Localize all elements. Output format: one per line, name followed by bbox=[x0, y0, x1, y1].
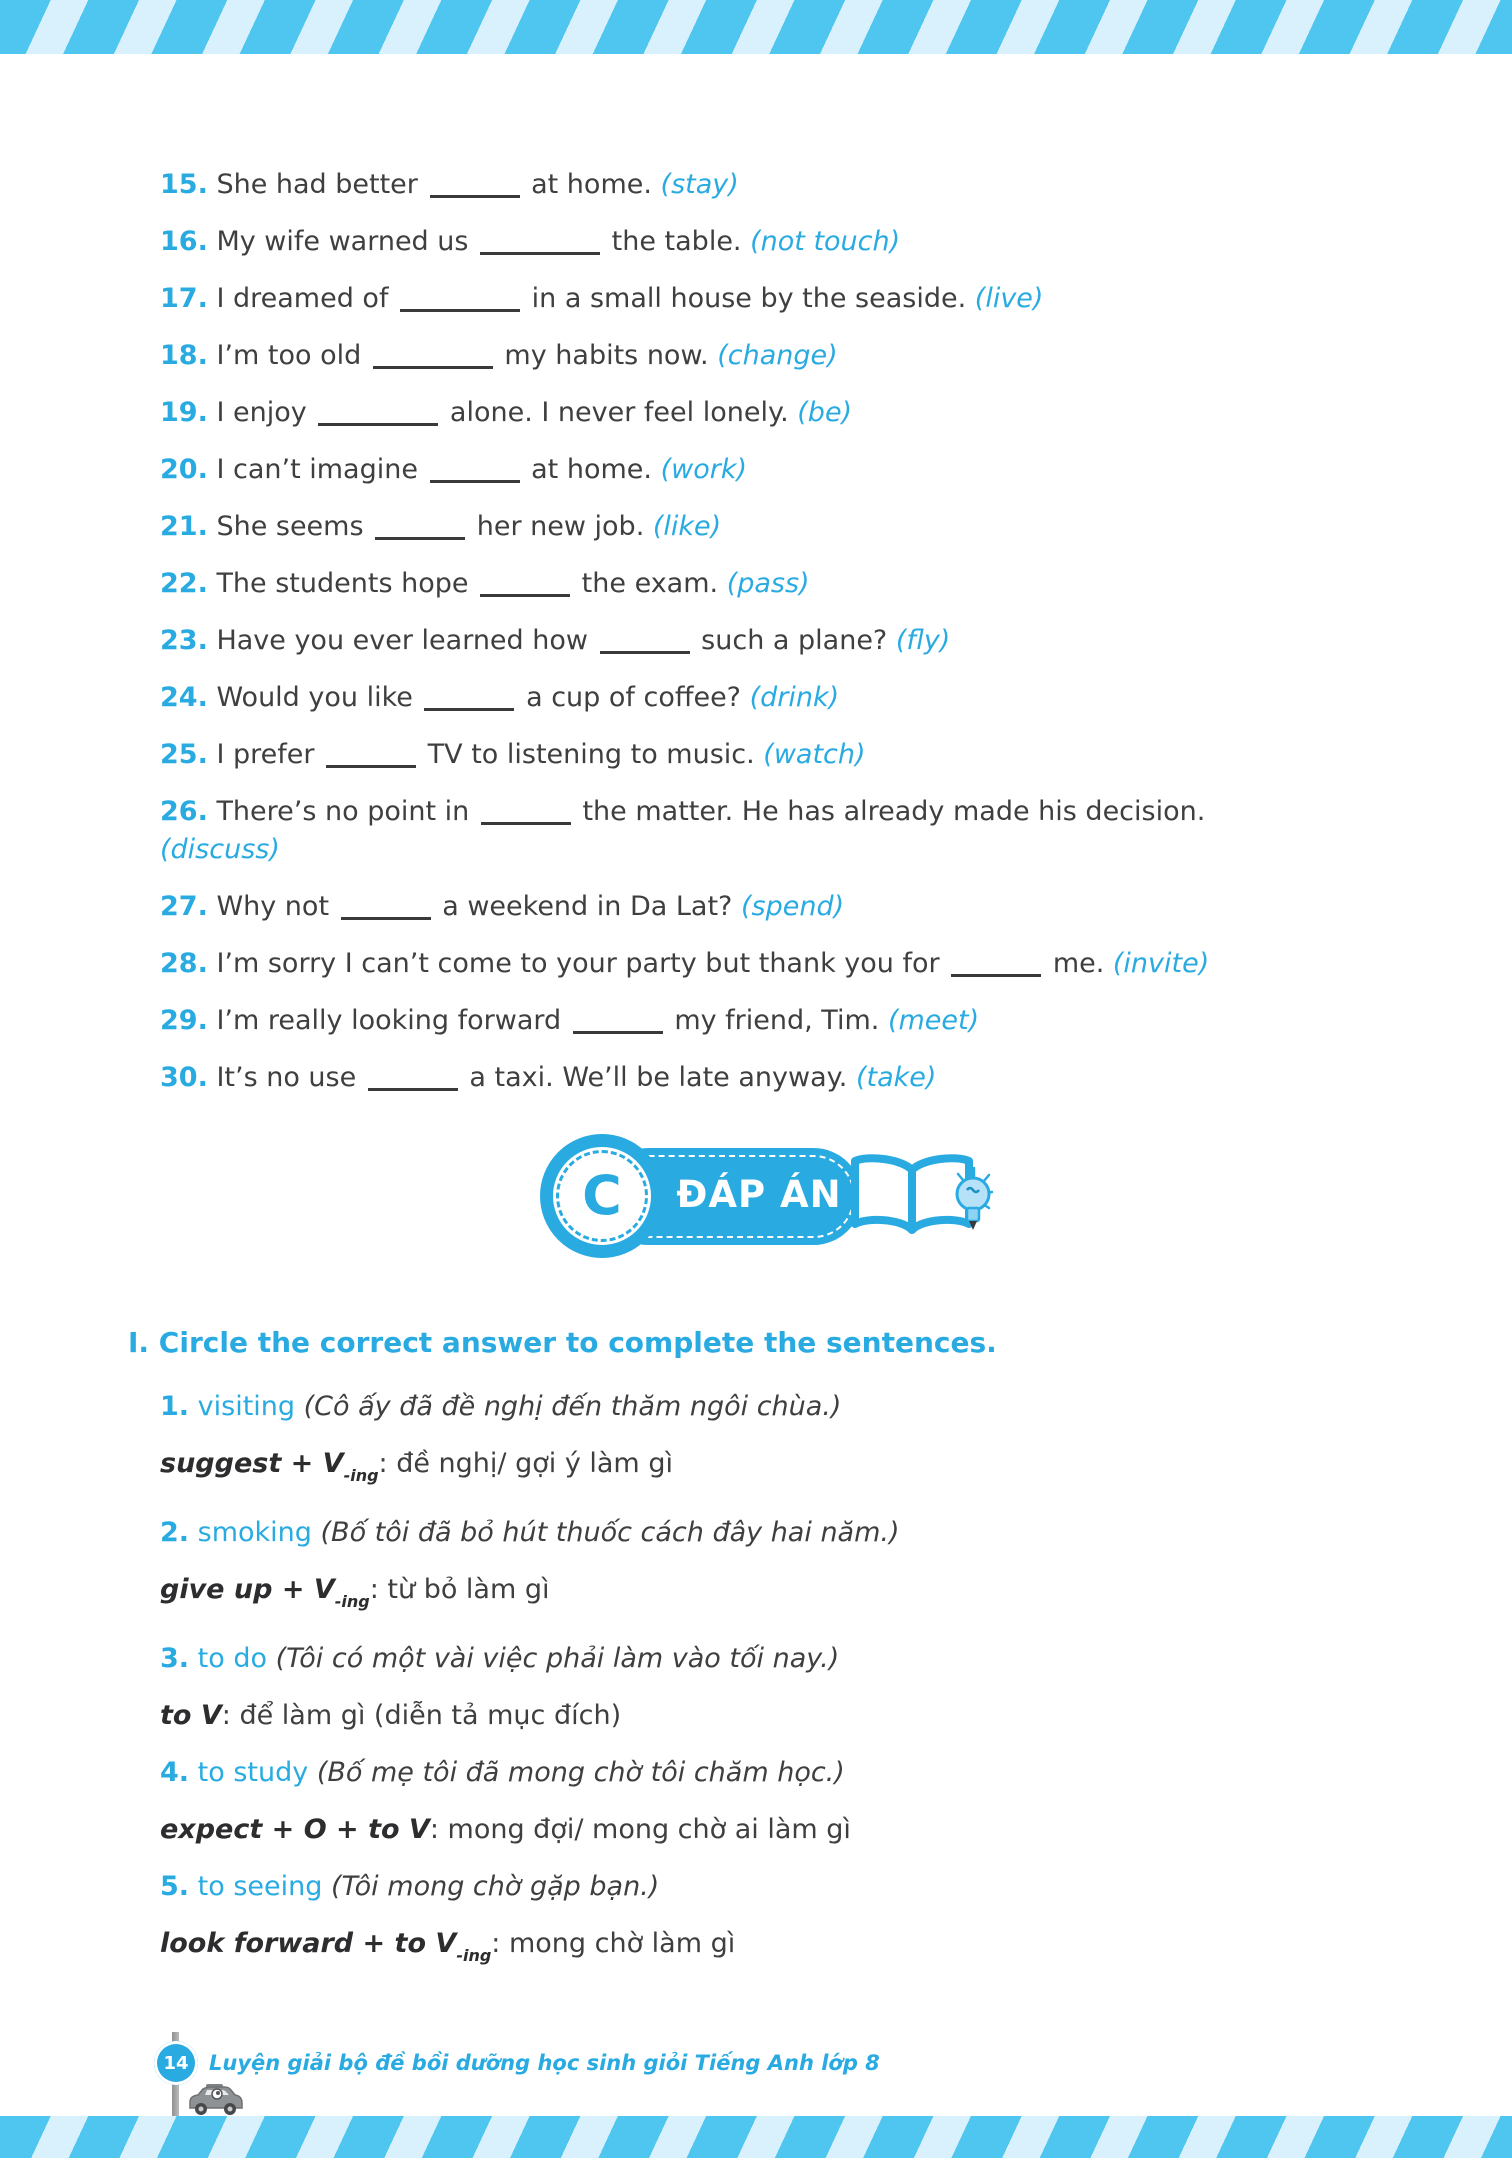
formula-explanation: : mong đợi/ mong chờ ai làm gì bbox=[429, 1814, 851, 1845]
exercise-item bbox=[160, 510, 1406, 544]
item-text: me. bbox=[1052, 948, 1113, 979]
exercise-item bbox=[160, 339, 1406, 373]
answer-blank bbox=[481, 805, 571, 825]
item-text: Have you ever learned how bbox=[216, 625, 588, 656]
exercise-item bbox=[160, 168, 1406, 202]
grammar-formula bbox=[160, 1699, 1398, 1733]
item-text: in a small house by the seaside. bbox=[531, 283, 975, 314]
exercise-item bbox=[160, 453, 1406, 487]
item-text: My wife warned us bbox=[216, 226, 469, 257]
verb-hint: (take) bbox=[855, 1062, 937, 1093]
verb-hint: (be) bbox=[797, 397, 853, 428]
page-number-sign bbox=[154, 2041, 198, 2085]
grammar-formula bbox=[160, 1927, 1398, 1973]
exercise-item bbox=[160, 681, 1406, 715]
item-number: 27. bbox=[160, 891, 208, 922]
item-text: Would you like bbox=[216, 682, 413, 713]
answer-item bbox=[160, 1756, 1398, 1790]
item-text: I prefer bbox=[216, 739, 315, 770]
verb-hint: (discuss) bbox=[160, 834, 280, 865]
exercise-item bbox=[160, 1004, 1406, 1038]
item-text: She seems bbox=[216, 511, 364, 542]
item-text: the table. bbox=[611, 226, 751, 257]
answer-blank bbox=[318, 406, 438, 426]
answer-translation: (Bố mẹ tôi đã mong chờ tôi chăm học.) bbox=[316, 1757, 845, 1788]
exercise-list bbox=[160, 168, 1406, 1118]
verb-hint: (fly) bbox=[895, 625, 951, 656]
answer-translation: (Tôi mong chờ gặp bạn.) bbox=[330, 1871, 660, 1902]
item-text: the exam. bbox=[581, 568, 727, 599]
item-number: 22. bbox=[160, 568, 208, 599]
verb-hint: (spend) bbox=[740, 891, 845, 922]
answers-section-heading: I. Circle the correct answer to complete the sentences. bbox=[128, 1326, 997, 1359]
answer-item bbox=[160, 1870, 1398, 1904]
item-text: such a plane? bbox=[701, 625, 896, 656]
section-letter-circle bbox=[556, 1150, 648, 1242]
item-text: She had better bbox=[216, 169, 418, 200]
item-text: Why not bbox=[216, 891, 330, 922]
verb-hint: (change) bbox=[717, 340, 838, 371]
item-number: 23. bbox=[160, 625, 208, 656]
formula-subscript: -ing bbox=[334, 1592, 370, 1611]
answer-word: to study bbox=[197, 1757, 309, 1788]
answer-translation: (Cô ấy đã đề nghị đến thăm ngôi chùa.) bbox=[303, 1391, 842, 1422]
item-text: I’m sorry I can’t come to your party but thank you for bbox=[216, 948, 940, 979]
answer-blank bbox=[400, 292, 520, 312]
exercise-item bbox=[160, 567, 1406, 601]
formula-explanation: : đề nghị/ gợi ý làm gì bbox=[378, 1448, 673, 1479]
answer-number: 4. bbox=[160, 1757, 190, 1788]
item-text: a taxi. We’ll be late anyway. bbox=[469, 1062, 856, 1093]
verb-hint: (live) bbox=[974, 283, 1044, 314]
answer-number: 1. bbox=[160, 1391, 190, 1422]
book-title-footer: Luyện giải bộ đề bồi dưỡng học sinh giỏi Tiếng Anh lớp 8 bbox=[209, 2051, 880, 2075]
answer-blank bbox=[326, 748, 416, 768]
item-number: 20. bbox=[160, 454, 208, 485]
answer-blank bbox=[341, 900, 431, 920]
verb-hint: (watch) bbox=[763, 739, 866, 770]
exercise-item bbox=[160, 624, 1406, 658]
item-text: The students hope bbox=[216, 568, 469, 599]
answer-blank bbox=[375, 520, 465, 540]
formula-explanation: : từ bỏ làm gì bbox=[369, 1574, 550, 1605]
verb-hint: (pass) bbox=[726, 568, 810, 599]
formula-pattern: suggest + V bbox=[160, 1448, 344, 1479]
open-book-icon bbox=[846, 1146, 994, 1250]
answer-item bbox=[160, 1516, 1398, 1550]
item-text: TV to listening to music. bbox=[427, 739, 764, 770]
grammar-formula bbox=[160, 1573, 1398, 1619]
grammar-formula bbox=[160, 1813, 1398, 1847]
formula-pattern: give up + V bbox=[160, 1574, 335, 1605]
answer-blank bbox=[951, 957, 1041, 977]
formula-explanation: : mong chờ làm gì bbox=[491, 1928, 736, 1959]
formula-pattern: to V bbox=[160, 1700, 222, 1731]
verb-hint: (invite) bbox=[1112, 948, 1210, 979]
item-text: the matter. He has already made his decision. bbox=[582, 796, 1206, 827]
item-text: I’m too old bbox=[216, 340, 362, 371]
item-number: 29. bbox=[160, 1005, 208, 1036]
exercise-item bbox=[160, 225, 1406, 259]
answer-blank bbox=[600, 634, 690, 654]
formula-subscript: -ing bbox=[343, 1466, 379, 1485]
item-number: 18. bbox=[160, 340, 208, 371]
section-letter: C bbox=[582, 1164, 622, 1227]
item-text: I dreamed of bbox=[216, 283, 389, 314]
verb-hint: (meet) bbox=[887, 1005, 980, 1036]
item-number: 25. bbox=[160, 739, 208, 770]
item-number: 28. bbox=[160, 948, 208, 979]
answer-list bbox=[160, 1390, 1398, 1973]
answer-word: visiting bbox=[197, 1391, 296, 1422]
item-text: at home. bbox=[531, 169, 661, 200]
item-number: 26. bbox=[160, 796, 208, 827]
item-text: It’s no use bbox=[216, 1062, 357, 1093]
answer-blank bbox=[480, 577, 570, 597]
car-icon bbox=[186, 2081, 246, 2119]
item-number: 24. bbox=[160, 682, 208, 713]
formula-pattern: look forward + to V bbox=[160, 1928, 457, 1959]
exercise-item bbox=[160, 738, 1406, 772]
verb-hint: (work) bbox=[660, 454, 747, 485]
answer-blank bbox=[424, 691, 514, 711]
item-text: alone. I never feel lonely. bbox=[449, 397, 798, 428]
item-text: her new job. bbox=[476, 511, 653, 542]
item-text: a weekend in Da Lat? bbox=[442, 891, 741, 922]
item-number: 19. bbox=[160, 397, 208, 428]
answer-key-label: ĐÁP ÁN bbox=[676, 1173, 842, 1216]
item-number: 16. bbox=[160, 226, 208, 257]
top-stripe-banner bbox=[0, 0, 1512, 54]
answer-number: 2. bbox=[160, 1517, 190, 1548]
answer-blank bbox=[373, 349, 493, 369]
bottom-stripe-banner bbox=[0, 2116, 1512, 2158]
item-number: 15. bbox=[160, 169, 208, 200]
item-text: my friend, Tim. bbox=[674, 1005, 888, 1036]
exercise-item bbox=[160, 947, 1406, 981]
formula-explanation: : để làm gì (diễn tả mục đích) bbox=[221, 1700, 622, 1731]
item-text: I can’t imagine bbox=[216, 454, 418, 485]
answer-key-section bbox=[128, 1326, 1398, 1996]
answer-word: to seeing bbox=[197, 1871, 323, 1902]
item-text: at home. bbox=[531, 454, 661, 485]
item-number: 30. bbox=[160, 1062, 208, 1093]
exercise-item bbox=[160, 890, 1406, 924]
page-number: 14 bbox=[163, 2052, 189, 2074]
grammar-formula bbox=[160, 1447, 1398, 1493]
answer-blank bbox=[480, 235, 600, 255]
answer-number: 5. bbox=[160, 1871, 190, 1902]
formula-subscript: -ing bbox=[456, 1946, 492, 1965]
verb-hint: (stay) bbox=[660, 169, 739, 200]
verb-hint: (like) bbox=[652, 511, 722, 542]
answer-translation: (Tôi có một vài việc phải làm vào tối nay.) bbox=[275, 1643, 840, 1674]
answer-translation: (Bố tôi đã bỏ hút thuốc cách đây hai năm.) bbox=[320, 1517, 900, 1548]
item-text: a cup of coffee? bbox=[526, 682, 750, 713]
answer-blank bbox=[430, 178, 520, 198]
answer-blank bbox=[430, 463, 520, 483]
item-text: my habits now. bbox=[504, 340, 718, 371]
exercise-item bbox=[160, 396, 1406, 430]
answer-blank bbox=[368, 1071, 458, 1091]
item-text: I enjoy bbox=[216, 397, 307, 428]
exercise-item bbox=[160, 282, 1406, 316]
item-text: I’m really looking forward bbox=[216, 1005, 562, 1036]
answer-word: to do bbox=[197, 1643, 267, 1674]
answer-number: 3. bbox=[160, 1643, 190, 1674]
answer-blank bbox=[573, 1014, 663, 1034]
exercise-item bbox=[160, 795, 1406, 867]
formula-pattern: expect + O + to V bbox=[160, 1814, 430, 1845]
answer-item bbox=[160, 1390, 1398, 1424]
verb-hint: (drink) bbox=[749, 682, 840, 713]
item-number: 21. bbox=[160, 511, 208, 542]
exercise-item bbox=[160, 1061, 1406, 1095]
item-text: There’s no point in bbox=[216, 796, 470, 827]
verb-hint: (not touch) bbox=[750, 226, 901, 257]
item-number: 17. bbox=[160, 283, 208, 314]
answer-word: smoking bbox=[197, 1517, 312, 1548]
answer-item bbox=[160, 1642, 1398, 1676]
